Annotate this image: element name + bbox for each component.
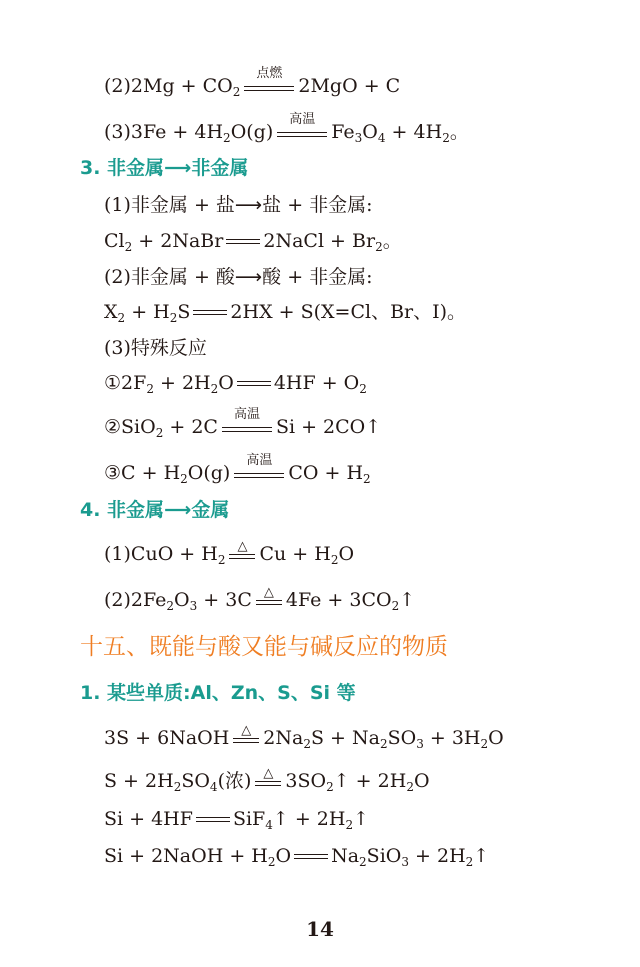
section-heading-3: 3. 非金属⟶非金属 bbox=[80, 157, 249, 179]
equation-si-hf: Si + 4HF SiF$_4$↑ + $2H_2↑$ bbox=[104, 808, 370, 832]
equation-3fe-h2o: $(3)3Fe + 4H_2O(g)$ 高温 $Fe_3O_4 + 4H_2$。 bbox=[104, 112, 469, 145]
reaction-condition: 高温 bbox=[234, 462, 284, 484]
reaction-condition: 高温 bbox=[277, 121, 327, 143]
chapter-heading-15: 十五、既能与酸又能与碱反应的物质 bbox=[80, 634, 448, 660]
special-reactions-label: (3)特殊反应 bbox=[104, 337, 207, 359]
reaction-condition: △ bbox=[255, 770, 281, 792]
reaction-condition: △ bbox=[256, 589, 282, 611]
equation-s-naoh: 3S + 6NaOH △ $2Na_2S + Na_2SO_3 + 3H_2O$ bbox=[104, 723, 504, 751]
equation-s-h2so4: $S + 2H_2SO_4$(浓) △ $3SO_2↑ + 2H_2O$ bbox=[104, 766, 430, 794]
equation-2mg-co2: $(2)2Mg + CO_2$ 点燃 2MgO + C bbox=[104, 66, 401, 99]
gas-up-arrow-icon: ↑ bbox=[353, 808, 370, 830]
equation-cuo-h2: $(1)CuO + H_2$ △ $Cu + H_2O$ bbox=[104, 539, 355, 567]
section-heading-elements: 1. 某些单质:Al、Zn、S、Si 等 bbox=[80, 682, 356, 704]
gas-up-arrow-icon: ↑ bbox=[399, 589, 416, 611]
page-number: 14 bbox=[306, 917, 334, 941]
reaction-condition: 点燃 bbox=[244, 75, 294, 97]
reaction-condition: △ bbox=[229, 543, 255, 565]
gas-up-arrow-icon: ↑ bbox=[333, 770, 350, 792]
gas-up-arrow-icon: ↑ bbox=[272, 808, 289, 830]
equation-x2-h2s: $X_2 + H_2S$ 2HX + S(X=Cl、Br、I)。 bbox=[104, 301, 467, 325]
gas-up-arrow-icon: ↑ bbox=[365, 416, 382, 438]
equation-si-naoh: Si + 2NaOH + $H_2O$ $Na_2SiO_3$ + $2H_2↑$ bbox=[104, 845, 490, 869]
rule-nonmetal-acid: (2)非金属 + 酸⟶酸 + 非金属: bbox=[104, 266, 373, 288]
reaction-condition: △ bbox=[233, 727, 259, 749]
equation-f2-h2o: $①2F_2 + 2H_2O$ $4HF + O_2$ bbox=[104, 372, 367, 396]
rule-nonmetal-salt: (1)非金属 + 盐⟶盐 + 非金属: bbox=[104, 194, 373, 216]
reaction-condition: 高温 bbox=[222, 416, 272, 438]
section-heading-4: 4. 非金属⟶金属 bbox=[80, 499, 230, 521]
equation-c-h2o: ③C + $H_2O(g)$ 高温 CO + $H_2$ bbox=[104, 453, 371, 486]
equation-cl2-nabr: $Cl_2$ + 2NaBr 2NaCl + $Br_2$。 bbox=[104, 230, 402, 254]
equation-sio2-c: ②SiO$_2$ + 2C 高温 Si + 2CO↑ bbox=[104, 407, 382, 440]
gas-up-arrow-icon: ↑ bbox=[473, 845, 490, 867]
equation-fe2o3-c: $(2)2Fe_2O_3 + 3C$ △ $4Fe + 3CO_2↑$ bbox=[104, 585, 416, 613]
